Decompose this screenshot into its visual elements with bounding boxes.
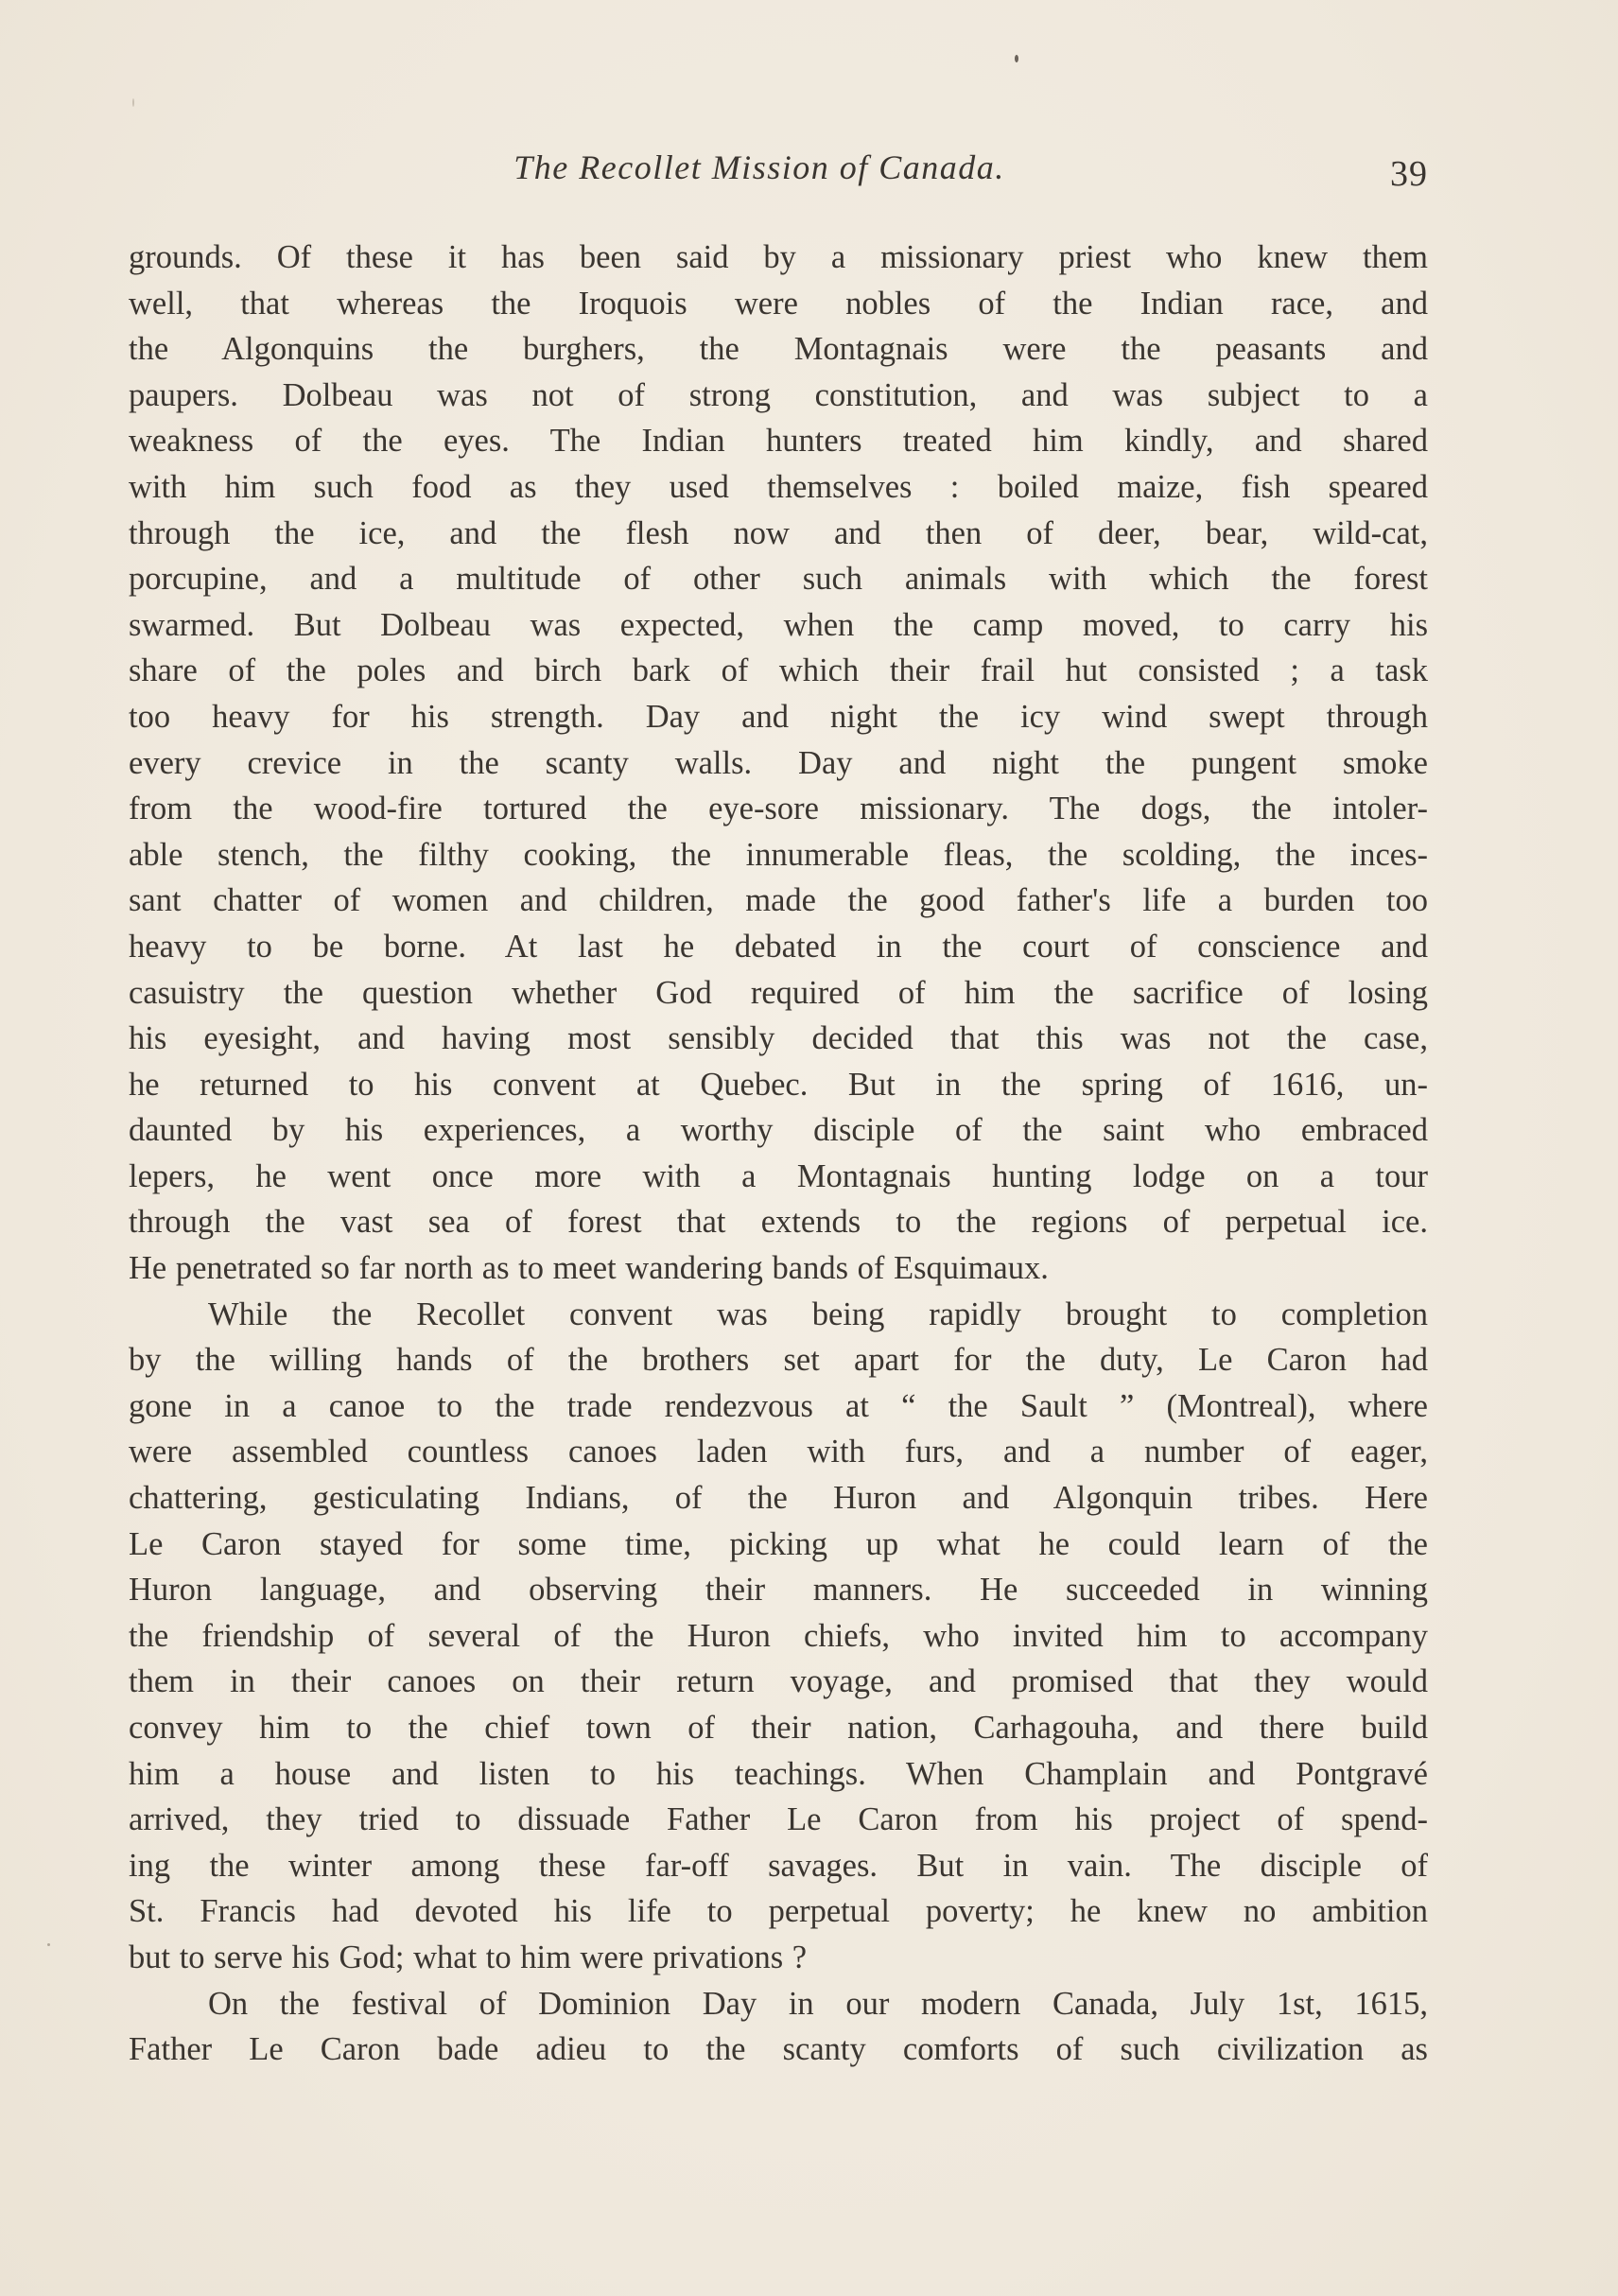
text-line: the Algonquins the burghers, the Montagnais were the peasants and bbox=[129, 331, 1428, 368]
text-line: from the wood-fire tortured the eye-sore missionary. The dogs, the intoler- bbox=[129, 791, 1428, 827]
text-line: ing the winter among these far-off savages. But in vain. The disciple of bbox=[129, 1847, 1428, 1884]
text-line: them in their canoes on their return voyage, and promised that they would bbox=[129, 1663, 1428, 1700]
print-speck bbox=[47, 1943, 50, 1946]
running-title: The Recollet Mission of Canada. bbox=[513, 148, 1005, 186]
text-line: Father Le Caron bade adieu to the scanty comforts of such civilization as bbox=[129, 2031, 1428, 2068]
text-line: convey him to the chief town of their nation, Carhagouha, and there build bbox=[129, 1710, 1428, 1746]
text-line: his eyesight, and having most sensibly decided that this was not the case, bbox=[129, 1020, 1428, 1057]
text-line: chattering, gesticulating Indians, of the Huron and Algonquin tribes. Here bbox=[129, 1480, 1428, 1517]
text-line: grounds. Of these it has been said by a missionary priest who knew them bbox=[129, 239, 1428, 275]
text-line: gone in a canoe to the trade rendezvous at “ the Sault ” (Montreal), where bbox=[129, 1387, 1428, 1424]
body-text bbox=[129, 235, 1428, 2073]
text-line: paupers. Dolbeau was not of strong constitution, and was subject to a bbox=[129, 376, 1428, 413]
print-speck bbox=[1015, 55, 1018, 62]
text-line: well, that whereas the Iroquois were nobles of the Indian race, and bbox=[129, 285, 1428, 322]
text-line: He penetrated so far north as to meet wandering bands of Esquimaux. bbox=[129, 1250, 1049, 1287]
text-line: heavy to be borne. At last he debated in the court of conscience and bbox=[129, 928, 1428, 965]
text-line: through the ice, and the flesh now and then of deer, bear, wild-cat, bbox=[129, 514, 1428, 551]
print-speck bbox=[132, 98, 134, 107]
text-line: porcupine, and a multitude of other such animals with which the forest bbox=[129, 561, 1428, 598]
text-line: the friendship of several of the Huron chiefs, who invited him to accompany bbox=[129, 1617, 1428, 1654]
text-line: but to serve his God; what to him were privations ? bbox=[129, 1939, 808, 1975]
text-line: weakness of the eyes. The Indian hunters treated him kindly, and shared bbox=[129, 423, 1428, 460]
text-line: him a house and listen to his teachings. When Champlain and Pontgravé bbox=[129, 1755, 1428, 1792]
paragraph-first-line: On the festival of Dominion Day in our modern Canada, July 1st, 1615, bbox=[208, 1985, 1428, 2022]
running-header bbox=[129, 142, 1428, 199]
page-number: 39 bbox=[1390, 154, 1428, 194]
text-line: Huron language, and observing their manners. He succeeded in winning bbox=[129, 1572, 1428, 1609]
text-line: share of the poles and birch bark of which their frail hut consisted ; a task bbox=[129, 652, 1428, 689]
text-line: lepers, he went once more with a Montagnais hunting lodge on a tour bbox=[129, 1157, 1428, 1194]
text-line: too heavy for his strength. Day and night the icy wind swept through bbox=[129, 698, 1428, 735]
text-line: sant chatter of women and children, made the good father's life a burden too bbox=[129, 882, 1428, 919]
paragraph-first-line: While the Recollet convent was being rapidly brought to completion bbox=[208, 1296, 1428, 1332]
text-line: through the vast sea of forest that extends to the regions of perpetual ice. bbox=[129, 1204, 1428, 1241]
text-line: were assembled countless canoes laden with furs, and a number of eager, bbox=[129, 1434, 1428, 1470]
text-line: with him such food as they used themselves : boiled maize, fish speared bbox=[129, 468, 1428, 505]
text-line: St. Francis had devoted his life to perpetual poverty; he knew no ambition bbox=[129, 1893, 1428, 1930]
text-line: by the willing hands of the brothers set apart for the duty, Le Caron had bbox=[129, 1342, 1428, 1379]
text-line: able stench, the filthy cooking, the innumerable fleas, the scolding, the inces- bbox=[129, 836, 1428, 873]
text-line: casuistry the question whether God required of him the sacrifice of losing bbox=[129, 974, 1428, 1011]
text-line: swarmed. But Dolbeau was expected, when the camp moved, to carry his bbox=[129, 606, 1428, 643]
text-line: daunted by his experiences, a worthy disciple of the saint who embraced bbox=[129, 1112, 1428, 1149]
text-line: every crevice in the scanty walls. Day and night the pungent smoke bbox=[129, 744, 1428, 781]
text-line: arrived, they tried to dissuade Father Le Caron from his project of spend- bbox=[129, 1801, 1428, 1838]
text-line: he returned to his convent at Quebec. But in the spring of 1616, un- bbox=[129, 1066, 1428, 1103]
text-line: Le Caron stayed for some time, picking up what he could learn of the bbox=[129, 1525, 1428, 1562]
